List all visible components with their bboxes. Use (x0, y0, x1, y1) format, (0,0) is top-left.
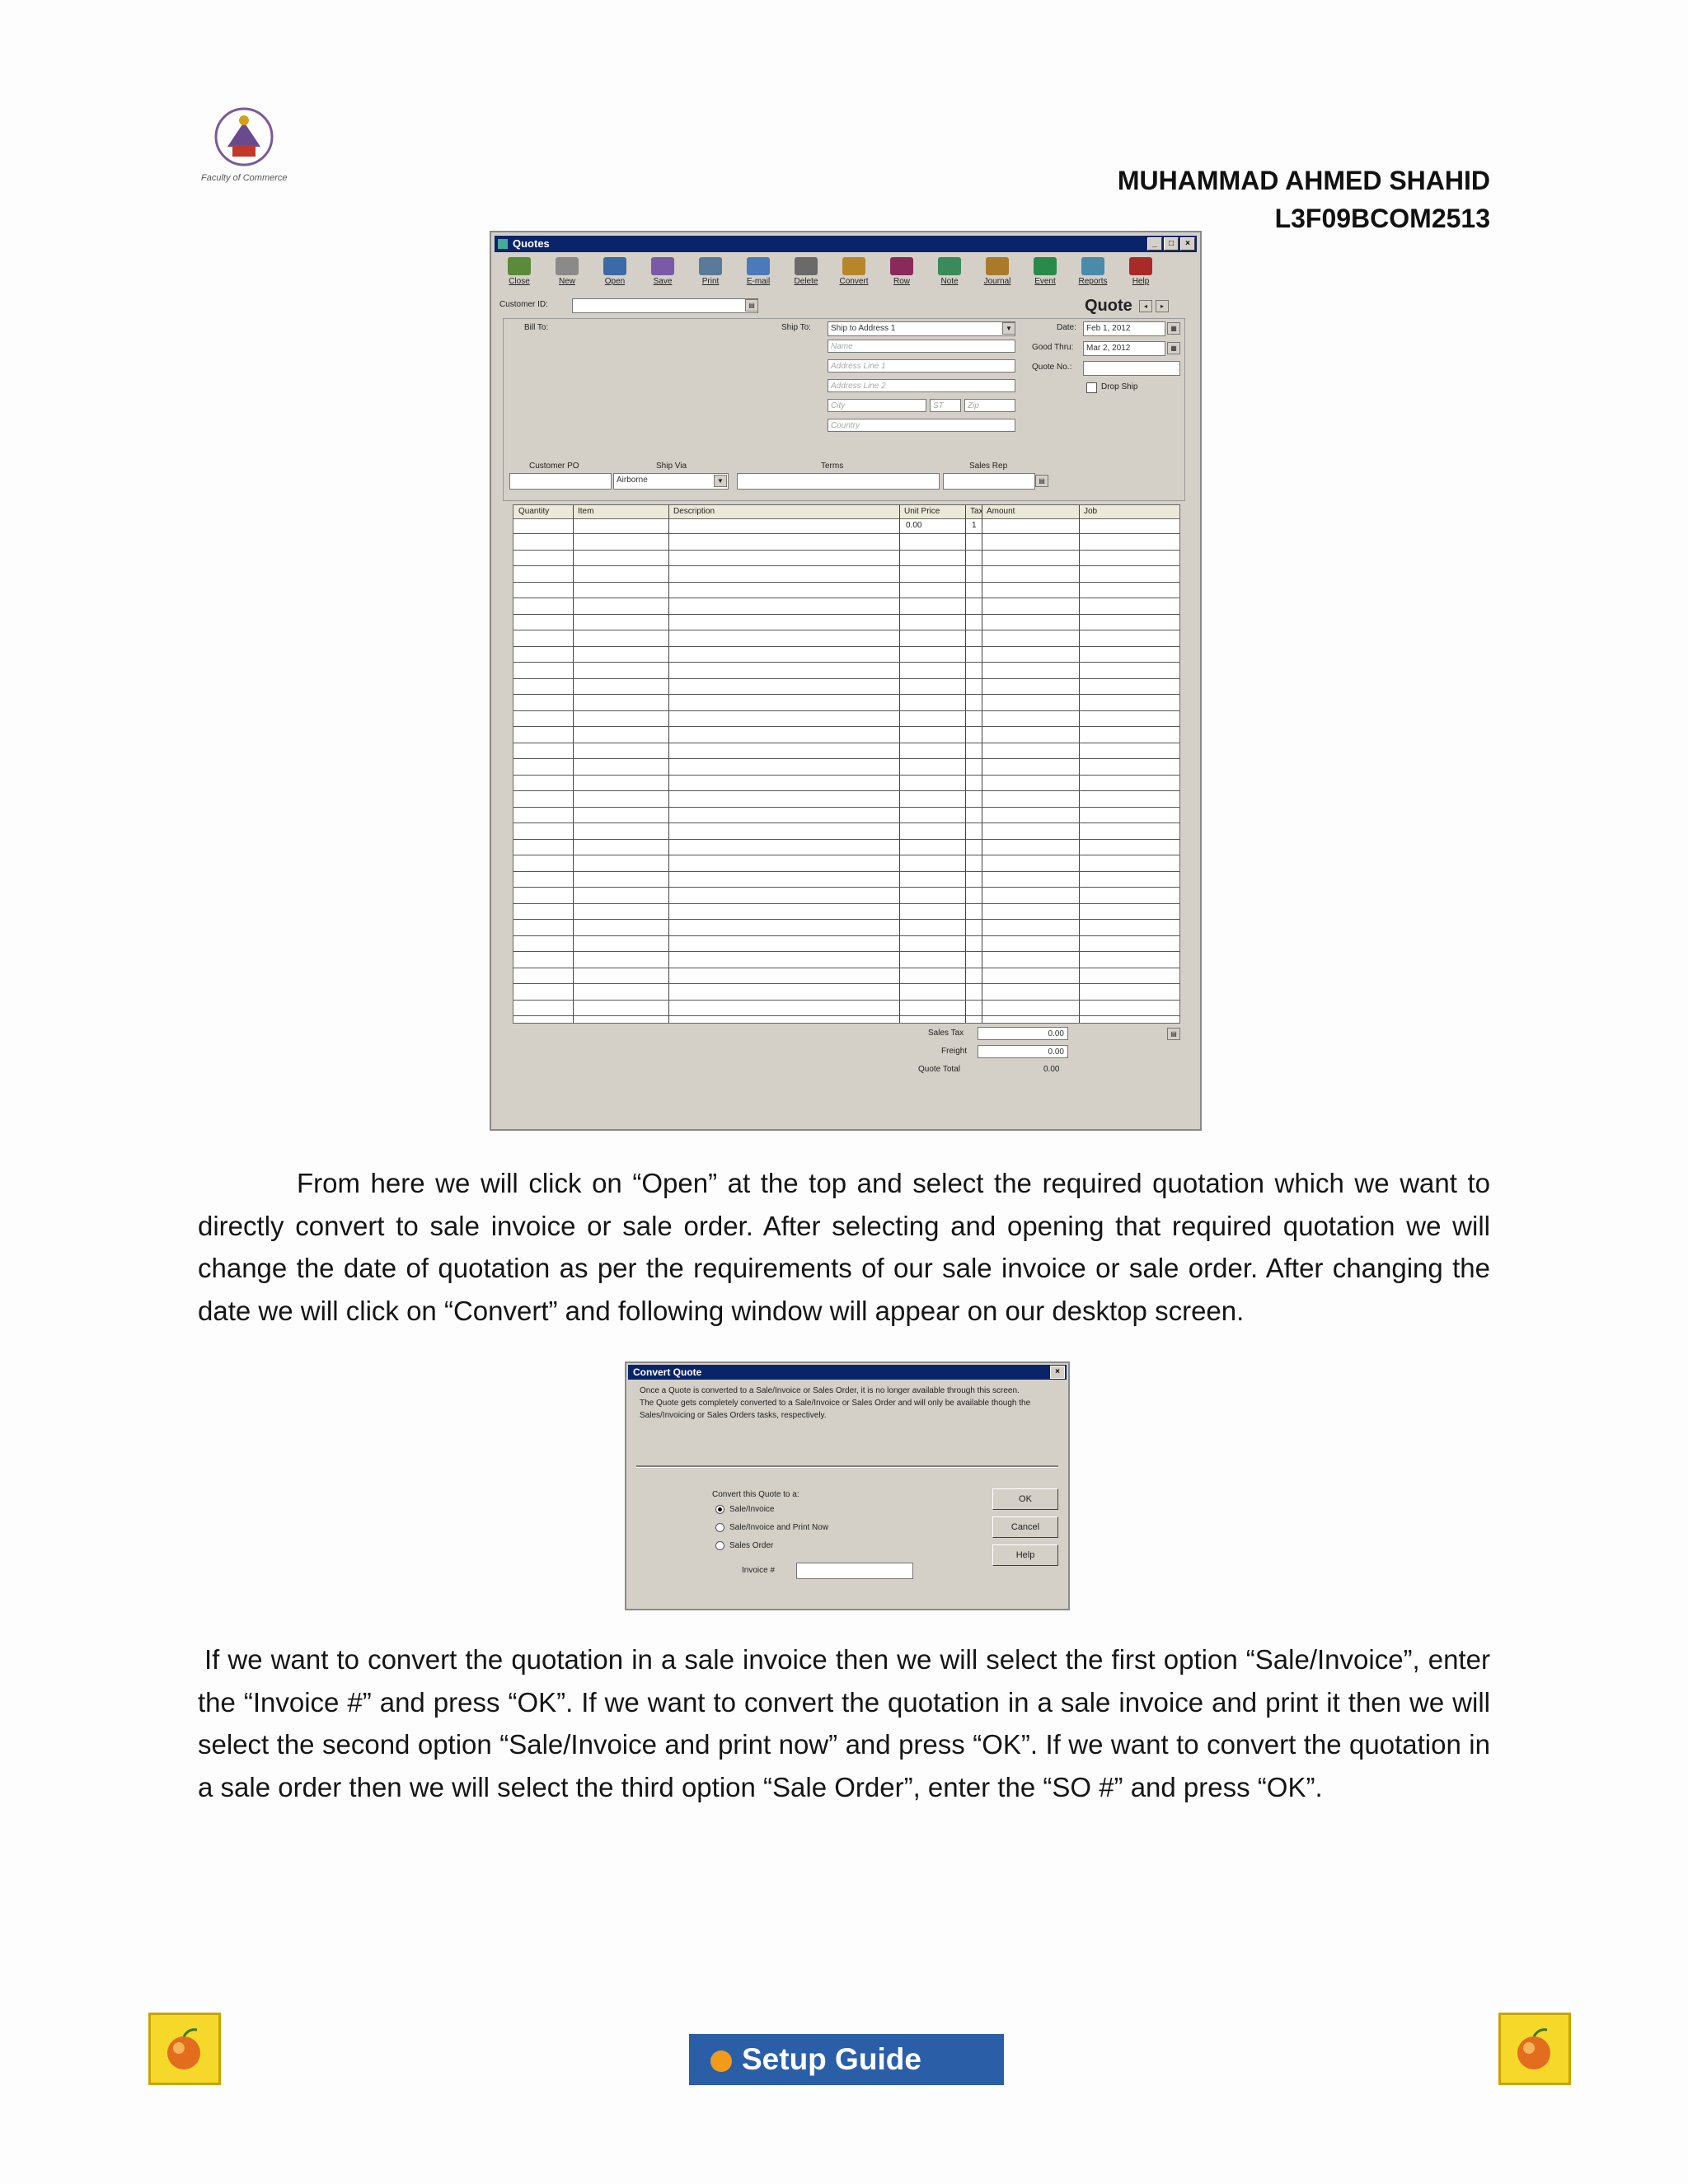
table-row[interactable] (513, 758, 1179, 759)
quotes-titlebar (495, 236, 1197, 252)
convert-title: Convert Quote (633, 1366, 702, 1378)
quote-heading: Quote (1085, 297, 1132, 315)
radio-selected-icon[interactable] (715, 1505, 724, 1514)
ok-button[interactable]: OK (992, 1488, 1058, 1510)
table-row[interactable] (513, 807, 1179, 808)
date-label: Date: (1057, 323, 1076, 332)
table-row[interactable] (513, 710, 1179, 711)
toolbar-convert-button[interactable] (832, 255, 875, 293)
toolbar-label: Row (893, 277, 910, 286)
print-icon (699, 257, 722, 275)
grid-column-header: Job (1084, 507, 1098, 516)
radio-icon[interactable] (715, 1523, 724, 1532)
convert-icon (842, 257, 865, 275)
toolbar-reports-button[interactable] (1071, 255, 1114, 293)
option-label: Sale/Invoice (729, 1505, 775, 1515)
grid-column-divider (899, 505, 900, 1023)
convert-quote-dialog (625, 1361, 1070, 1610)
customer-po-field[interactable] (509, 473, 612, 490)
toolbar-delete-button[interactable] (785, 255, 828, 293)
freight-label: Freight (941, 1047, 968, 1056)
table-row[interactable] (513, 775, 1179, 776)
email-icon (747, 257, 770, 275)
first-row-tax: 1 (972, 521, 977, 530)
table-row[interactable] (513, 726, 1179, 727)
grid-column-header: Description (673, 507, 715, 516)
lookup-icon[interactable]: ▤ (745, 299, 758, 312)
toolbar-label: Journal (983, 277, 1011, 286)
save-icon (651, 257, 674, 275)
convert-prompt: Convert this Quote to a: (712, 1490, 799, 1499)
fruit-icon (1498, 2013, 1571, 2085)
note-icon (938, 257, 961, 275)
table-row[interactable] (513, 903, 1179, 904)
good-thru-field[interactable]: Mar 2, 2012 (1083, 341, 1165, 356)
option-sale-invoice[interactable] (715, 1505, 774, 1514)
ship-to-select[interactable]: Ship to Address 1 (828, 321, 1015, 336)
toolbar-journal-button[interactable] (976, 255, 1019, 293)
table-row[interactable] (513, 1000, 1179, 1001)
radio-icon[interactable] (715, 1541, 724, 1550)
option-sale-invoice-print[interactable] (715, 1523, 828, 1532)
date-field[interactable]: Feb 1, 2012 (1083, 321, 1165, 336)
toolbar-label: Close (509, 277, 530, 286)
option-label: Sales Order (729, 1541, 774, 1551)
table-row[interactable] (513, 839, 1179, 840)
customer-id-input[interactable] (572, 298, 758, 313)
paragraph-2-text: If we want to convert the quotation in a sale invoice then we will select the first option “Sale/Invoice”, enter the “Invoice #” and press “OK”. If we want to convert the quotation in a sale invoice and print it then we will select the second option “Sale/Invoice and print now” and press “OK”. If we want to convert the quotation in a sale order then we will select the third option “Sale Order”, enter the “SO #” and press “OK”. (198, 1644, 1490, 1802)
toolbar-note-button[interactable] (928, 255, 971, 293)
calendar-icon[interactable]: ▦ (1167, 342, 1180, 354)
grid-column-divider (1079, 505, 1080, 1023)
grid-column-divider (573, 505, 574, 1023)
address-line1-field[interactable]: Address Line 1 (828, 359, 1015, 373)
setup-guide-banner (689, 2034, 1004, 2085)
option-sales-order[interactable] (715, 1541, 773, 1550)
table-row[interactable] (513, 550, 1179, 551)
quotes-window (490, 231, 1202, 1131)
cancel-button[interactable]: Cancel (992, 1516, 1058, 1538)
name-field[interactable]: Name (828, 340, 1015, 353)
close-icon[interactable]: × (1050, 1366, 1065, 1379)
chevron-down-icon[interactable]: ▼ (714, 475, 727, 487)
setup-guide-text: Setup Guide (742, 2042, 921, 2076)
first-row-unit-price: 0.00 (906, 521, 922, 530)
quotes-title: Quotes (513, 237, 550, 250)
invoice-number-label: Invoice # (742, 1566, 776, 1575)
toolbar-email-button[interactable] (737, 255, 780, 293)
event-icon (1034, 257, 1057, 275)
grid-column-header: Tax (970, 507, 983, 516)
customer-id-label: Customer ID: (499, 300, 548, 309)
author-id: L3F09BCOM2513 (1274, 204, 1490, 233)
toolbar-label: Note (940, 277, 959, 286)
open-icon (603, 257, 626, 275)
drop-ship-checkbox[interactable] (1086, 382, 1097, 393)
toolbar-label: Delete (794, 277, 818, 286)
help-icon (1129, 257, 1152, 275)
table-row[interactable] (513, 582, 1179, 583)
minimize-icon[interactable]: _ (1147, 237, 1162, 251)
toolbar-close-button[interactable] (498, 255, 541, 293)
toolbar-open-button[interactable] (593, 255, 636, 293)
toolbar-label: Print (701, 277, 720, 286)
toolbar-label: Reports (1078, 277, 1108, 286)
logo-caption: Faculty of Commerce (201, 173, 288, 183)
author-name: MUHAMMAD AHMED SHAHID (1117, 166, 1490, 195)
toolbar-label: E-mail (746, 277, 771, 286)
app-icon (498, 239, 508, 249)
table-row[interactable] (513, 533, 1179, 534)
ship-via-select[interactable]: Airborne (613, 473, 729, 490)
state-field[interactable]: ST (930, 399, 961, 412)
address-line2-field[interactable]: Address Line 2 (828, 379, 1015, 392)
help-button[interactable]: Help (992, 1544, 1058, 1566)
row-icon (890, 257, 913, 275)
quotes-toolbar (498, 255, 1193, 293)
close-icon (508, 257, 531, 275)
reports-icon (1081, 257, 1104, 275)
table-row[interactable] (513, 935, 1179, 936)
calendar-icon[interactable]: ▦ (1167, 322, 1180, 335)
table-row[interactable] (513, 951, 1179, 952)
new-icon (556, 257, 579, 275)
zip-field[interactable]: Zip (964, 399, 1015, 412)
maximize-icon[interactable]: □ (1164, 237, 1179, 251)
toolbar-print-button[interactable] (689, 255, 732, 293)
option-label: Sale/Invoice and Print Now (729, 1523, 829, 1533)
good-thru-label: Good Thru: (1032, 343, 1074, 352)
nav-next-icon[interactable]: ▸ (1156, 300, 1169, 312)
table-row[interactable] (513, 694, 1179, 695)
lookup-icon[interactable]: ▤ (1167, 1028, 1180, 1040)
toolbar-event-button[interactable] (1024, 255, 1067, 293)
grid-column-divider (668, 505, 669, 1023)
city-field[interactable]: City (828, 399, 926, 412)
bill-to-label: Bill To: (524, 323, 549, 332)
quote-total-value: 0.00 (1043, 1065, 1060, 1074)
terms-label: Terms (821, 462, 844, 471)
line-items-grid (513, 504, 1180, 1024)
terms-field[interactable] (737, 473, 940, 490)
table-row[interactable] (513, 919, 1179, 920)
table-row[interactable] (513, 983, 1179, 984)
table-row[interactable] (513, 871, 1179, 872)
customer-po-label: Customer PO (529, 462, 579, 471)
ship-to-label: Ship To: (781, 323, 811, 332)
chevron-down-icon[interactable]: ▼ (1002, 322, 1015, 335)
sales-tax-field[interactable]: 0.00 (978, 1027, 1068, 1040)
close-icon[interactable]: × (1180, 237, 1195, 251)
orange-dot-icon (710, 2050, 732, 2072)
sales-tax-label: Sales Tax (928, 1029, 964, 1038)
university-logo (196, 97, 303, 190)
toolbar-help-button[interactable] (1119, 255, 1162, 293)
toolbar-label: Save (653, 277, 673, 286)
journal-icon (986, 257, 1009, 275)
toolbar-label: Help (1132, 277, 1150, 286)
toolbar-label: Event (1034, 277, 1056, 286)
table-row[interactable] (513, 1015, 1179, 1016)
grid-column-divider (965, 505, 966, 1023)
toolbar-row-button[interactable] (880, 255, 923, 293)
quote-no-field[interactable] (1083, 361, 1180, 376)
nav-prev-icon[interactable]: ◂ (1139, 300, 1152, 312)
table-row[interactable] (513, 790, 1179, 791)
invoice-number-input[interactable] (796, 1563, 913, 1579)
grid-column-header: Item (578, 507, 594, 516)
table-row[interactable] (513, 646, 1179, 647)
country-field[interactable]: Country (828, 419, 1015, 432)
quote-total-label: Quote Total (918, 1065, 960, 1074)
grid-column-header: Amount (987, 507, 1015, 516)
toolbar-label: Convert (839, 277, 869, 286)
convert-titlebar (628, 1365, 1067, 1380)
table-row[interactable] (513, 662, 1179, 663)
table-row[interactable] (513, 565, 1179, 566)
divider (636, 1465, 1058, 1468)
toolbar-label: New (558, 277, 575, 286)
toolbar-save-button[interactable] (641, 255, 684, 293)
paragraph-1 (198, 1162, 1490, 1332)
sales-rep-label: Sales Rep (969, 462, 1008, 471)
freight-field[interactable]: 0.00 (978, 1045, 1068, 1058)
grid-column-header: Quantity (518, 507, 550, 516)
paragraph-2 (198, 1638, 1490, 1808)
sales-rep-field[interactable] (943, 473, 1035, 490)
drop-ship-label: Drop Ship (1101, 382, 1138, 391)
author-block (1118, 162, 1490, 237)
paragraph-1-text: From here we will click on “Open” at the top and select the required quotation which we want to directly convert to sale invoice or sale order. After selecting and opening that required quotation we will change the date of quotation as per the requirements of our sale invoice or sale order. After changing the date we will click on “Convert” and following window will appear on our desktop screen. (198, 1168, 1490, 1326)
quote-no-label: Quote No.: (1032, 363, 1072, 372)
toolbar-new-button[interactable] (546, 255, 588, 293)
delete-icon (795, 257, 818, 275)
table-row[interactable] (513, 678, 1179, 679)
ship-via-label: Ship Via (656, 462, 687, 471)
table-row[interactable] (513, 614, 1179, 615)
convert-message: Once a Quote is converted to a Sale/Invoice or Sales Order, it is no longer available through this screen. The Quote gets completely converted to a Sale/Invoice or Sales Order and will only be available though the Sales/Invoicing or Sales Orders tasks, respectively. (640, 1386, 1031, 1420)
fruit-icon (148, 2013, 221, 2085)
lookup-icon[interactable]: ▤ (1035, 475, 1048, 487)
grid-column-header: Unit Price (904, 507, 940, 516)
toolbar-label: Open (604, 277, 626, 286)
table-row[interactable] (513, 887, 1179, 888)
